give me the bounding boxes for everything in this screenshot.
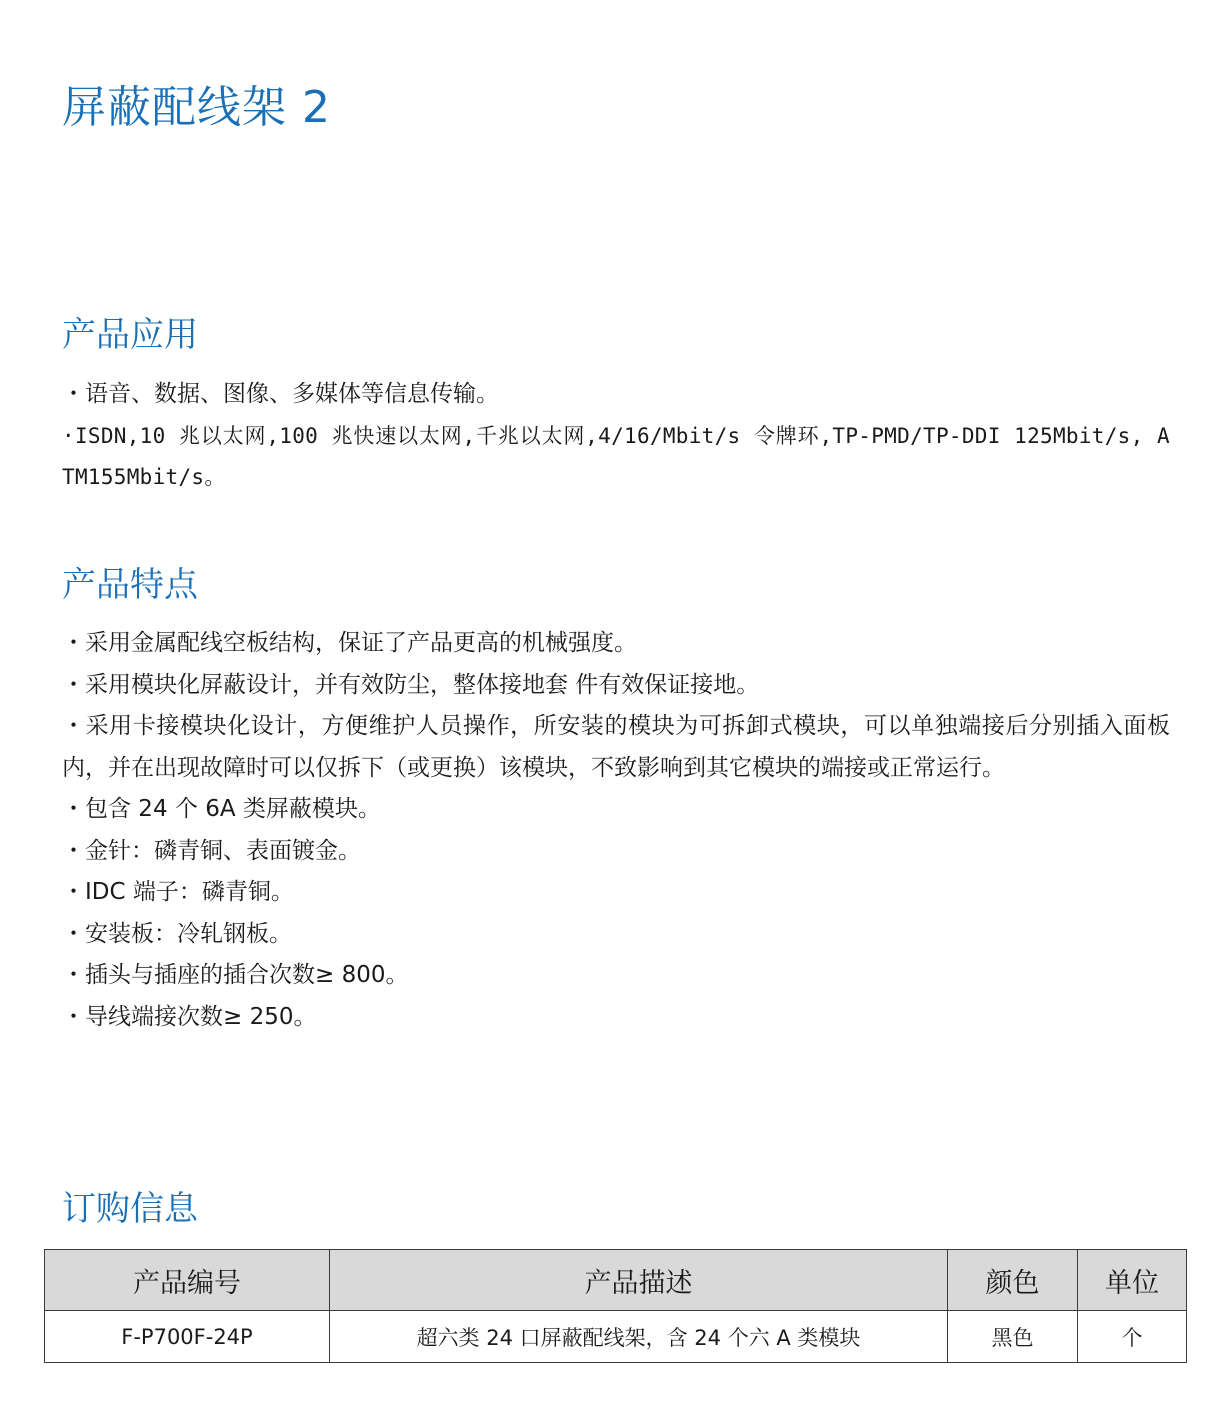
features-list — [62, 623, 1170, 1038]
column-header-unit: 单位 — [1078, 1250, 1187, 1311]
cell-color: 黑色 — [948, 1311, 1078, 1363]
application-item: ・语音、数据、图像、多媒体等信息传输。 — [62, 381, 499, 407]
column-header-product-description: 产品描述 — [330, 1250, 948, 1311]
feature-item: ・导线端接次数≥ 250。 — [62, 1003, 317, 1030]
page-title: 屏蔽配线架 2 — [62, 82, 331, 133]
feature-item: ・采用金属配线空板结构，保证了产品更高的机械强度。 — [62, 630, 637, 656]
ordering-table — [44, 1249, 1187, 1363]
feature-item: ・采用卡接模块化设计，方便维护人员操作，所安装的模块为可拆卸式模块，可以单独端接后分别插入面板内，并在出现故障时可以仅拆下（或更换）该模块，不致影响到其它模块的端接或正常运行。 — [62, 713, 1170, 781]
feature-item: ・采用模块化屏蔽设计，并有效防尘，整体接地套 件有效保证接地。 — [62, 671, 760, 698]
feature-item: ・插头与插座的插合次数≥ 800。 — [62, 962, 409, 988]
column-header-color: 颜色 — [948, 1250, 1078, 1311]
feature-item: ・IDC 端子：磷青铜。 — [62, 879, 294, 905]
application-list — [62, 374, 1170, 499]
feature-item: ・安装板：冷轧钢板。 — [62, 920, 292, 947]
column-header-product-code: 产品编号 — [45, 1250, 330, 1311]
cell-product-description: 超六类 24 口屏蔽配线架，含 24 个六 A 类模块 — [330, 1311, 948, 1363]
feature-item: ・金针：磷青铜、表面镀金。 — [62, 837, 361, 864]
feature-item: ・包含 24 个 6A 类屏蔽模块。 — [62, 796, 381, 822]
application-item: ·ISDN,10 兆以太网,100 兆快速以太网,千兆以太网,4/16/Mbit/s 令牌环,TP-PMD/TP-DDI 125Mbit/s, ATM155Mbit/s。 — [62, 423, 1170, 489]
table-row — [45, 1311, 1187, 1363]
section-heading-features: 产品特点 — [62, 565, 198, 605]
cell-product-code: F-P700F-24P — [45, 1311, 330, 1363]
section-heading-ordering: 订购信息 — [62, 1189, 198, 1229]
table-header-row — [45, 1250, 1187, 1311]
cell-unit: 个 — [1078, 1311, 1187, 1363]
section-heading-application: 产品应用 — [62, 315, 198, 355]
